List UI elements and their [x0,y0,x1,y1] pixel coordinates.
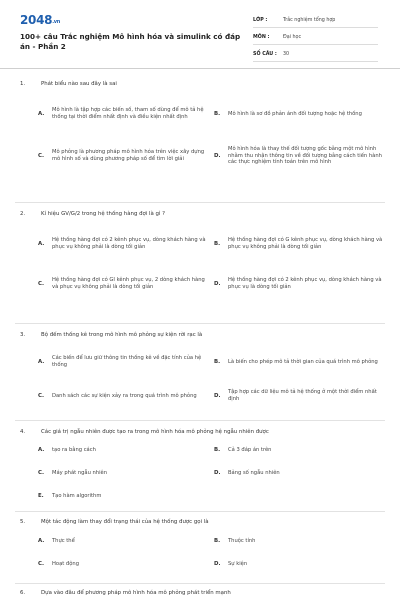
option-text: Thực thể [52,537,75,544]
question-stem [20,81,385,90]
option-e[interactable] [38,491,210,501]
document-header [0,0,400,70]
question-stem [20,519,385,528]
option-letter: C. [38,281,45,287]
question-5 [20,519,385,567]
meta-value: Đại học [283,35,302,40]
option-letter: B. [214,359,221,365]
meta-label: LỚP : [253,18,268,23]
option-b[interactable] [214,97,386,131]
option-d[interactable] [214,559,386,569]
option-text: Hệ thống hàng đợi có G kênh phục vụ, dòng khách hàng và phục vụ không phải là dòng tối giản [228,237,383,250]
option-text: Hoạt động [52,560,79,567]
question-number: 6. [20,590,26,596]
option-b[interactable] [214,445,386,455]
header-divider [0,68,400,69]
question-stem [20,211,385,220]
option-text: Mô phỏng là phương pháp mô hình hóa trên việc xây dựng mô hình số và dùng phương pháp số để tìm lời giải [52,149,205,162]
option-a[interactable] [38,227,210,261]
option-letter: A. [38,447,45,453]
question-text: Một tác động làm thay đổi trạng thái của hệ thống được gọi là [41,519,209,525]
option-letter: E. [38,493,44,499]
question-divider [15,420,385,421]
option-d[interactable] [214,135,386,177]
option-letter: B. [214,111,221,117]
option-letter: B. [214,241,221,247]
option-letter: D. [214,393,221,399]
option-c[interactable] [38,135,210,177]
question-number: 5. [20,519,26,525]
option-letter: D. [214,153,221,159]
logo-text: 2048 [20,13,53,27]
option-letter: B. [214,447,221,453]
question-stem [20,332,385,341]
question-stem [20,429,385,438]
question-text: Dựa vào đâu để phương pháp mô hình hóa mô phỏng phát triển mạnh [41,590,231,596]
question-text: Kí hiệu GV/G/2 trong hệ thống hàng đợi là gì ? [41,211,166,217]
option-letter: A. [38,359,45,365]
option-b[interactable] [214,536,386,546]
logo-suffix: .vn [52,19,61,25]
meta-label: SỐ CÂU : [253,52,277,57]
meta-value: Trắc nghiệm tổng hợp [283,18,336,23]
question-text: Bộ đếm thống kê trong mô hình mô phỏng sự kiện rời rạc là [41,332,203,338]
option-letter: A. [38,111,45,117]
question-number: 1. [20,81,26,87]
option-text: Là biến cho phép mô tả thời gian của quá trình mô phỏng [228,358,378,365]
option-c[interactable] [38,382,210,410]
option-letter: D. [214,561,221,567]
option-letter: A. [38,538,45,544]
option-text: Bảng số ngẫu nhiên [228,469,280,476]
meta-label: MÔN : [253,35,270,40]
option-text: Danh sách các sự kiện xảy ra trong quá trình mô phỏng [52,392,197,399]
option-text: Tạo hàm algorithm [52,492,102,499]
option-text: Thuộc tính [228,537,256,544]
option-a[interactable] [38,445,210,455]
question-number: 4. [20,429,26,435]
option-text: Cả 3 đáp án trên [228,446,272,453]
meta-row-count [253,48,378,62]
option-letter: D. [214,470,221,476]
option-c[interactable] [38,559,210,569]
document-title: 100+ câu Trắc nghiệm Mô hình hóa và simulink có đáp án - Phần 2 [20,32,241,51]
question-number: 2. [20,211,26,217]
option-letter: A. [38,241,45,247]
question-number: 3. [20,332,26,338]
question-text: Các giá trị ngẫu nhiên được tạo ra trong mô hình hóa mô phỏng hệ ngẫu nhiên được [41,429,269,435]
meta-row-subject [253,31,378,45]
question-divider [15,202,385,203]
option-text: Mô hình là tập hợp các biến số, tham số dùng để mô tả hệ thống tại thời điểm nhất định và điều kiện nhất định [52,107,204,120]
meta-row-class [253,14,378,28]
meta-panel [253,14,378,65]
option-d[interactable] [214,267,386,301]
question-divider [15,511,385,512]
option-letter: C. [38,561,45,567]
option-text: Hệ thống hàng đợi có 2 kênh phục vụ, dòng khách hàng và phục vụ không phải là dòng tối giản [52,237,206,250]
option-b[interactable] [214,227,386,261]
option-text: Các biến để lưu giữ thông tin thống kê về đặc tính của hệ thống [52,355,202,368]
site-logo[interactable] [20,13,60,27]
option-b[interactable] [214,348,386,376]
option-text: Tập hợp các dữ liệu mô tả hệ thống ở một thời điểm nhất định [228,389,377,402]
option-letter: C. [38,470,45,476]
option-a[interactable] [38,348,210,376]
question-2 [20,211,385,290]
option-text: Mô hình hóa là thay thế đối tượng gốc bằng một mô hình nhằm thu nhận thông tin về đối tượng bằng cách tiến hành các thực nghiệm tính toán trên mô hình [228,145,382,166]
meta-value: 30 [283,52,290,57]
question-stem [20,590,385,599]
question-text: Phát biểu nào sau đây là sai [41,81,117,87]
option-text: Mô hình là sơ đồ phản ánh đối tượng hoặc hệ thống [228,110,362,117]
option-text: Sự kiện [228,560,248,567]
option-text: tạo ra bằng cách [52,446,96,453]
option-c[interactable] [38,468,210,478]
option-text: Hệ thống hàng đợi có 2 kênh phục vụ, dòng khách hàng và phục vụ là dòng tối giản [228,277,382,290]
option-text: Hệ thống hàng đợi có GI kênh phục vụ, 2 dòng khách hàng và phục vụ không phải là dòng tối giản [52,277,205,290]
option-letter: C. [38,393,45,399]
question-4 [20,429,385,499]
option-letter: B. [214,538,221,544]
option-d[interactable] [214,468,386,478]
option-letter: D. [214,281,221,287]
option-d[interactable] [214,382,386,410]
question-6 [20,590,385,599]
option-a[interactable] [38,536,210,546]
question-divider [15,583,385,584]
question-1 [20,81,385,166]
option-a[interactable] [38,97,210,131]
option-c[interactable] [38,267,210,301]
question-divider [15,323,385,324]
option-letter: C. [38,153,45,159]
question-3 [20,332,385,402]
option-text: Máy phát ngẫu nhiên [52,469,108,476]
